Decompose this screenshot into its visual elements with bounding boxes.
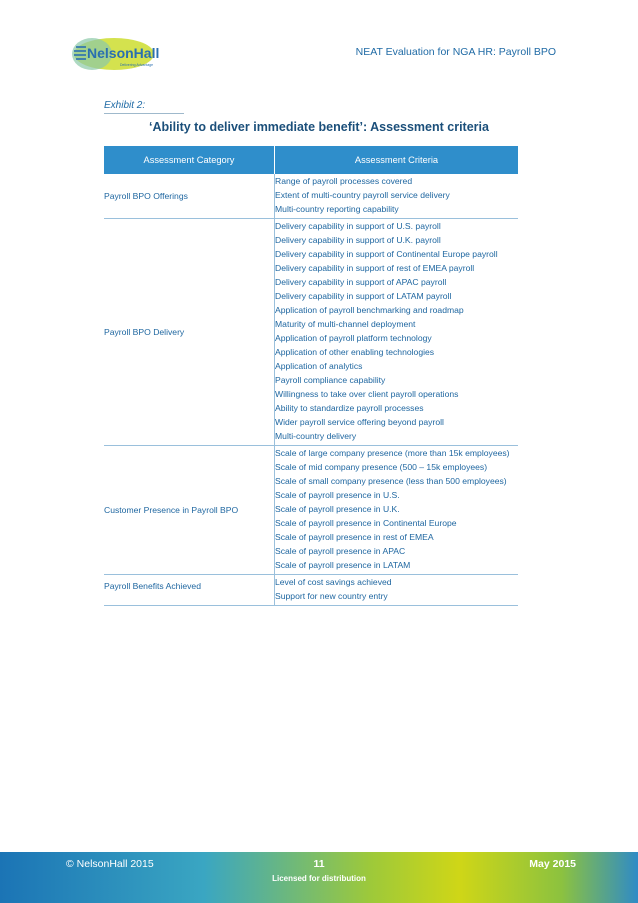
criterion-item: Application of payroll benchmarking and roadmap xyxy=(275,305,464,315)
header-assessment-criteria: Assessment Criteria xyxy=(275,146,519,174)
table-row xyxy=(104,219,518,446)
header-assessment-category: Assessment Category xyxy=(104,146,275,174)
criterion-item: Scale of payroll presence in Continental Europe xyxy=(275,518,457,528)
criterion-item: Scale of large company presence (more than 15k employees) xyxy=(275,448,510,458)
table-body xyxy=(104,174,518,606)
criterion-item: Payroll compliance capability xyxy=(275,375,386,385)
criterion-item: Extent of multi-country payroll service delivery xyxy=(275,190,450,200)
criterion-item: Wider payroll service offering beyond payroll xyxy=(275,417,444,427)
assessment-category-cell: Payroll BPO Delivery xyxy=(104,219,275,446)
criterion-item: Maturity of multi-channel deployment xyxy=(275,319,416,329)
criterion-item: Application of payroll platform technology xyxy=(275,333,432,343)
criterion-item: Scale of payroll presence in U.S. xyxy=(275,490,400,500)
criterion-item: Multi-country delivery xyxy=(275,431,357,441)
criterion-item: Scale of payroll presence in rest of EMEA xyxy=(275,532,434,542)
table-header-row xyxy=(104,146,518,174)
criterion-item: Delivery capability in support of U.K. payroll xyxy=(275,235,441,245)
page-footer xyxy=(0,852,638,903)
criterion-item: Level of cost savings achieved xyxy=(275,577,392,587)
table-row xyxy=(104,174,518,219)
criterion-item: Multi-country reporting capability xyxy=(275,204,399,214)
criterion-item: Willingness to take over client payroll operations xyxy=(275,389,459,399)
table-row xyxy=(104,575,518,606)
footer-date: May 2015 xyxy=(529,858,576,870)
assessment-criteria-cell xyxy=(275,575,519,606)
criterion-item: Delivery capability in support of LATAM payroll xyxy=(275,291,452,301)
assessment-category-cell: Payroll Benefits Achieved xyxy=(104,575,275,606)
exhibit-label: Exhibit 2: xyxy=(104,100,146,111)
assessment-criteria-cell xyxy=(275,219,519,446)
assessment-criteria-cell xyxy=(275,174,519,219)
logo-wordmark: NelsonHall xyxy=(87,45,160,61)
footer-copyright: © NelsonHall 2015 xyxy=(66,858,154,870)
assessment-criteria-table xyxy=(104,146,518,606)
document-header-title: NEAT Evaluation for NGA HR: Payroll BPO xyxy=(355,46,556,58)
exhibit-divider xyxy=(104,113,184,114)
criterion-item: Scale of mid company presence (500 – 15k employees) xyxy=(275,462,488,472)
logo-tagline: Delivering Advantage xyxy=(120,63,154,67)
criterion-item: Scale of payroll presence in APAC xyxy=(275,546,406,556)
criterion-item: Scale of payroll presence in LATAM xyxy=(275,560,411,570)
criterion-item: Scale of payroll presence in U.K. xyxy=(275,504,400,514)
assessment-category-cell: Customer Presence in Payroll BPO xyxy=(104,446,275,575)
assessment-criteria-cell xyxy=(275,446,519,575)
criterion-item: Delivery capability in support of APAC payroll xyxy=(275,277,447,287)
criterion-item: Scale of small company presence (less than 500 employees) xyxy=(275,476,507,486)
table-row xyxy=(104,446,518,575)
nelsonhall-logo xyxy=(70,36,190,72)
criterion-item: Range of payroll processes covered xyxy=(275,176,413,186)
criterion-item: Support for new country entry xyxy=(275,591,388,601)
criterion-item: Delivery capability in support of rest of EMEA payroll xyxy=(275,263,475,273)
footer-page-number: 11 xyxy=(313,858,325,870)
criterion-item: Application of other enabling technologies xyxy=(275,347,435,357)
exhibit-title: ‘Ability to deliver immediate benefit’: Assessment criteria xyxy=(149,120,489,134)
criterion-item: Ability to standardize payroll processes xyxy=(275,403,424,413)
criterion-item: Delivery capability in support of Continental Europe payroll xyxy=(275,249,498,259)
footer-license-note: Licensed for distribution xyxy=(272,874,366,883)
criterion-item: Delivery capability in support of U.S. payroll xyxy=(275,221,441,231)
criterion-item: Application of analytics xyxy=(275,361,363,371)
assessment-category-cell: Payroll BPO Offerings xyxy=(104,174,275,219)
